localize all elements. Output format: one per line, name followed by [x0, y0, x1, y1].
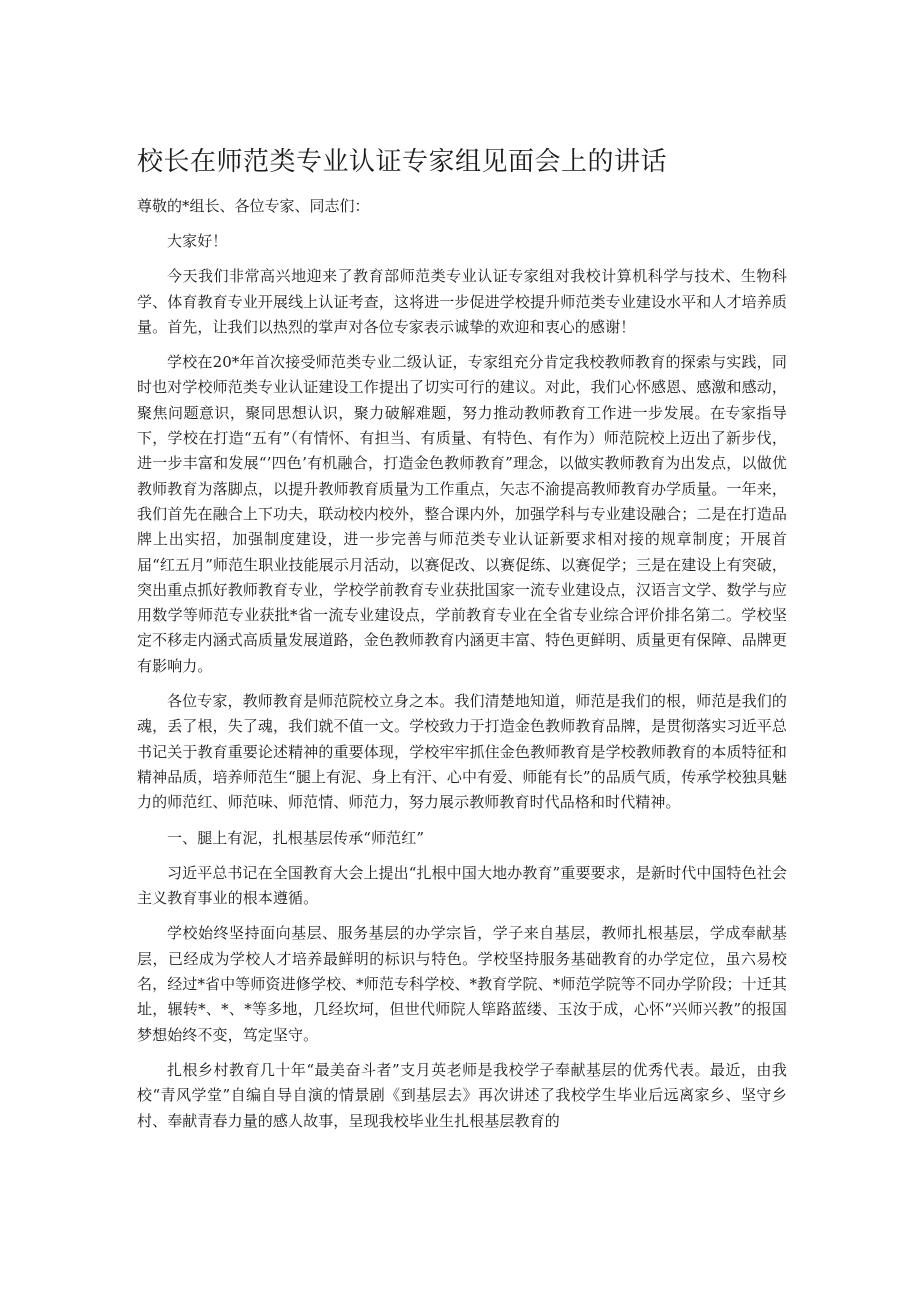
document-title: 校长在师范类专业认证专家组见面会上的讲话 [137, 147, 668, 177]
paragraph-greeting: 大家好！ [167, 232, 228, 250]
salutation: 尊敬的*组长、各位专家、同志们： [137, 197, 370, 215]
paragraph-welcome: 今天我们非常高兴地迎来了教育部师范类专业认证专家组对我校计算机科学与技术、生物科学、体育教育专业开展线上认证考查，这将进一步促进学校提升师范类专业建设水平和人才培养质量。首先，让我们以热烈的掌声对各位专家表示诚挚的欢迎和衷心的感谢！ [137, 267, 787, 336]
paragraph-teacher-education: 各位专家，教师教育是师范院校立身之本。我们清楚地知道，师范是我们的根，师范是我们的魂，丢了根，失了魂，我们就不值一文。学校致力于打造金色教师教育品牌，是贯彻落实习近平总书记关于教育重要论述精神的重要体现，学校牢牢抓住金色教师教育是学校教师教育的本质特征和精神品质，培养师范生“腿上有泥、身上有汗、心中有爱、师能有长”的品质气质，传承学校独具魅力的师范红、师范味、师范情、师范力，努力展示教师教育时代品格和时代精神。 [137, 692, 787, 812]
document-page [137, 142, 787, 1144]
section-heading-1: 一、腿上有泥，扎根基层传承“师范红” [167, 828, 425, 847]
paragraph-xi-requirement: 习近平总书记在全国教育大会上提出“扎根中国大地办教育”重要要求，是新时代中国特色社会主义教育事业的根本遵循。 [137, 863, 787, 908]
paragraph-exemplar: 扎根乡村教育几十年“最美奋斗者”支月英老师是我校学子奉献基层的优秀代表。最近，由我校“青风学堂”自编自导自演的情景剧《到基层去》再次讲述了我校学生毕业后远离家乡、坚守乡村、奉献青春力量的感人故事，呈现我校毕业生扎根基层教育的 [137, 1060, 787, 1130]
paragraph-achievements: 学校在20*年首次接受师范类专业二级认证，专家组充分肯定我校教师教育的探索与实践，同时也对学校师范类专业认证建设工作提出了切实可行的建议。对此，我们心怀感恩、感激和感动，聚焦问题意识，聚同思想认识，聚力破解难题，努力推动教师教育工作进一步发展。在专家指导下，学校在打造“五有”（有情怀、有担当、有质量、有特色、有作为）师范院校上迈出了新步伐，进一步丰富和发展“’四色’有机融合，打造金色教师教育”理念，以做实教师教育为出发点，以做优教师教育为落脚点，以提升教师教育质量为工作重点，矢志不渝提高教师教育办学质量。一年来，我们首先在融合上下功夫，联动校内校外，整合课内外，加强学科与专业建设融合；二是在打造品牌上出实招，加强制度建设，进一步完善与师范类专业认证新要求相对接的规章制度；开展首届“红五月”师范生职业技能展示月活动，以赛促改、以赛促练、以赛促学；三是在建设上有突破，突出重点抓好教师教育专业，学校学前教育专业获批国家一流专业建设点，汉语言文学、数学与应用数学等师范专业获批*省一流专业建设点，学前教育专业在全省专业综合评价排名第二。学校坚定不移走内涵式高质量发展道路，金色教师教育内涵更丰富、特色更鲜明、质量更有保障、品牌更有影响力。 [137, 353, 787, 675]
paragraph-grassroots: 学校始终坚持面向基层、服务基层的办学宗旨，学子来自基层，教师扎根基层，学成奉献基层，已经成为学校人才培养最鲜明的标识与特色。学校坚持服务基础教育的办学定位，虽六易校名，经过*省中等师资进修学校、*师范专科学校、*教育学院、*师范学院等不同办学阶段；十迁其址，辗转*、*、*等多地，几经坎坷，但世代师院人筚路蓝缕、玉汝于成，心怀“兴师兴教”的报国梦想始终不变，笃定坚守。 [137, 924, 787, 1044]
